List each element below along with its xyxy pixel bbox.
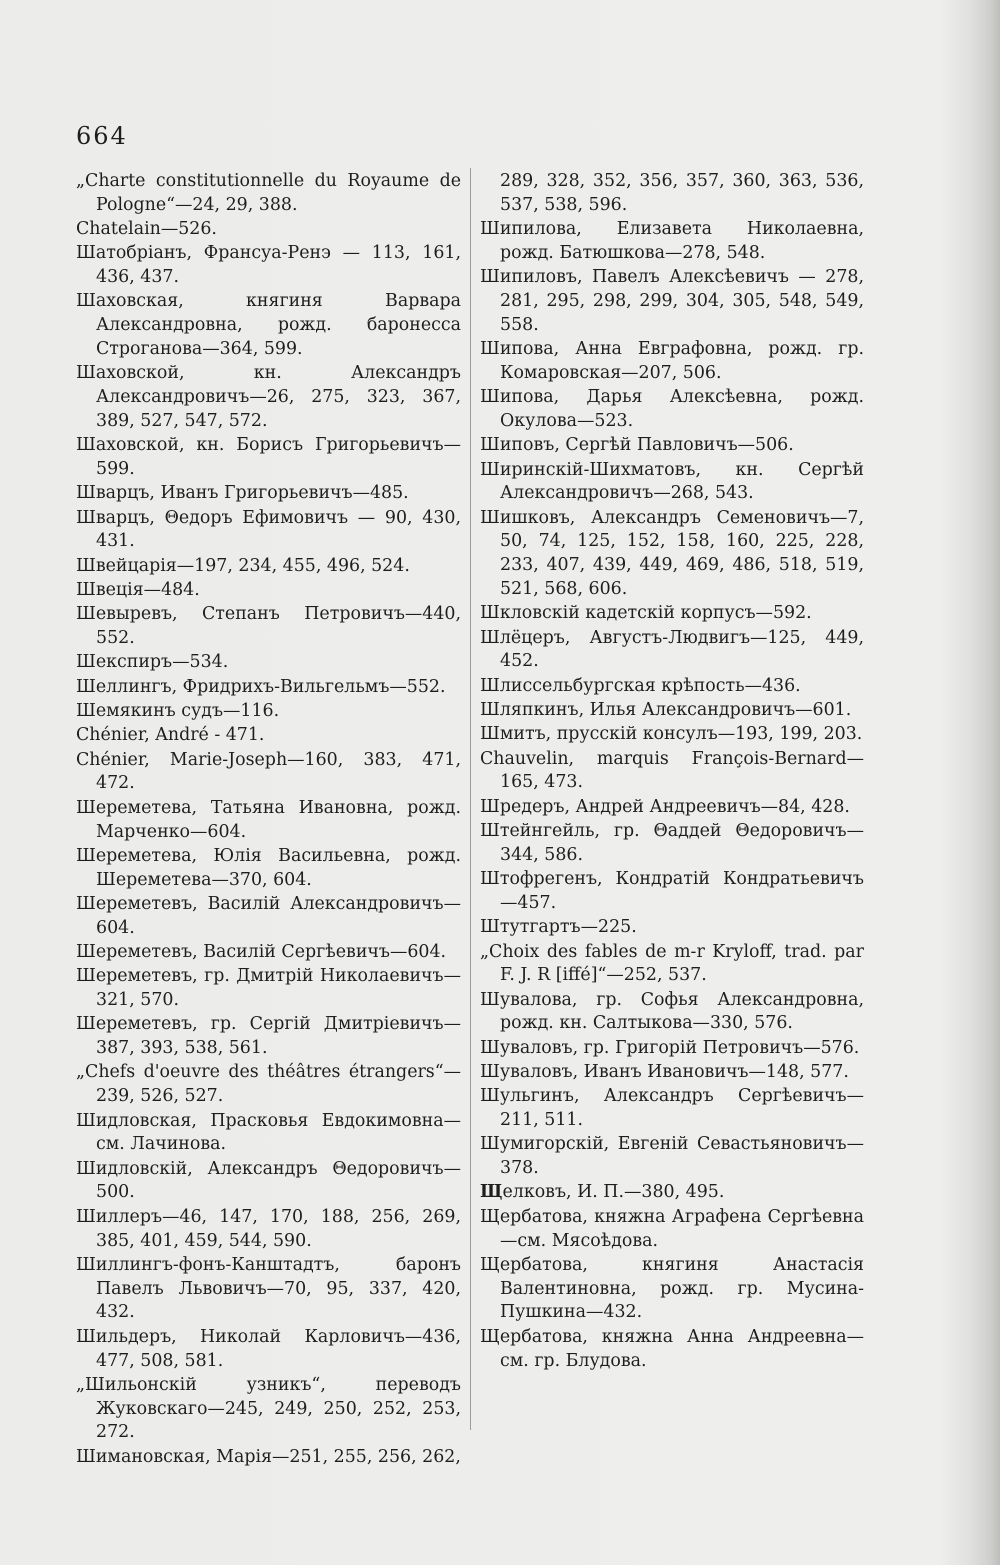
index-entry: Chénier, André - 471. [76,725,265,746]
index-entry: Шредеръ, Андрей Андреевичъ—84, 428. [480,796,850,817]
index-entry [480,1181,864,1205]
index-entry: Шиллеръ—46, 147, 170, 188, 256, 269, 385, 401, 459, 544, 590. [76,1206,461,1251]
index-entry: Шаховская, княгиня Варвара Александровна, рожд. баронесса Строганова—364, 599. [76,291,461,360]
index-entry: Ширинскій-Шихматовъ, кн. Сергѣй Александровичъ—268, 543. [480,459,864,504]
index-entry: Штофрегенъ, Кондратій Кондратьевичъ—457. [480,869,864,913]
index-entry: Шварцъ, Иванъ Григорьевичъ—485. [76,483,409,504]
index-entry: Шипилова, Елизавета Николаевна, рожд. Батюшкова—278, 548. [480,219,864,263]
index-entry: Шипова, Дарья Алексѣевна, рожд. Окулова—523. [480,387,864,431]
index-entry: „Charte constitutionnelle du Royaume de Pologne“—24, 29, 388. [76,171,461,215]
index-entry: „Choix des fables de m-r Kryloff, trad. par F. J. R [iffé]“—252, 537. [480,941,864,986]
index-entry: Шереметева, Юлія Васильевна, рожд. Шереметева—370, 604. [76,845,461,890]
index-entry: Шеллингъ, Фридрихъ-Вильгельмъ—552. [76,676,446,697]
index-entry-text: елковъ, И. П.—380, 495. [502,1182,725,1203]
index-entry: „Шильонскій узникъ“, переводъ Жуковскаго—245, 249, 250, 252, 253, 272. [76,1374,461,1443]
index-entry: Шильдеръ, Николай Карловичъ—436, 477, 508, 581. [76,1326,461,1371]
index-entry: Шевыревъ, Степанъ Петровичъ—440, 552. [76,604,461,649]
index-entry: Шереметевъ, Василій Сергѣевичъ—604. [76,942,447,962]
index-entry: Шувалова, гр. Софья Александровна, рожд. кн. Салтыкова—330, 576. [480,989,864,1034]
index-entry: Шмитъ, прусскій консулъ—193, 199, 203. [480,724,863,745]
index-entry: „Chefs d'oeuvre des théâtres étrangers“—239, 526, 527. [76,1062,461,1107]
index-entry: Щербатова, княжна Анна Андреевна—см. гр. Блудова. [480,1326,864,1371]
index-entry: Шиллингъ-фонъ-Канштадтъ, баронъ Павелъ Львовичъ—70, 95, 337, 420, 432. [76,1254,461,1323]
index-entry: Шляпкинъ, Илья Александровичъ—601. [480,700,852,721]
index-entry: Швейцарія—197, 234, 455, 496, 524. [76,555,410,576]
index-entry: Шишковъ, Александръ Семеновичъ—7, 50, 74, 125, 152, 158, 160, 225, 228, 233, 407, 439, 449, 469, 486, 518, 519, 521, 568, 606. [480,507,864,600]
index-entry: Шипова, Анна Евграфовна, рожд. гр. Комаровская—207, 506. [480,339,864,383]
index-entry: Шумигорскій, Евгеній Севастьяновичъ—378. [480,1134,864,1179]
index-column-right [480,170,864,1374]
index-entry: Chauvelin, marquis François-Bernard—165, 473. [480,748,864,793]
index-entry: Chénier, Marie-Joseph—160, 383, 471, 472. [76,749,461,794]
index-entry: Шуваловъ, Иванъ Ивановичъ—148, 577. [480,1061,849,1082]
index-entry: Шекспиръ—534. [76,652,229,673]
index-entry: Шиповъ, Сергѣй Павловичъ—506. [480,435,794,456]
index-entry: Шемякинъ судъ—116. [76,701,280,722]
index-entry: Шкловскій кадетскій корпусъ—592. [480,603,812,624]
index-entry: Шатобріанъ, Франсуа-Ренэ — 113, 161, 436, 437. [76,243,461,288]
index-entry: Шидловскій, Александръ Θедоровичъ—500. [76,1158,461,1203]
index-entry: Chatelain—526. [76,219,217,240]
index-entry: Шипиловъ, Павелъ Алексѣевичъ — 278, 281, 295, 298, 299, 304, 305, 548, 549, 558. [480,267,864,335]
index-entry: Шереметева, Татьяна Ивановна, рожд. Марченко—604. [76,797,461,842]
section-letter: Щ [480,1182,503,1203]
index-entry: Шаховской, кн. Борисъ Григорьевичъ—599. [76,435,461,480]
index-entry: Шимановская, Марія—251, 255, 256, 262, [76,1446,461,1467]
index-entry: Шаховской, кн. Александръ Александровичъ—26, 275, 323, 367, 389, 527, 547, 572. [76,363,461,431]
column-divider [470,168,471,1430]
index-entry: Шварцъ, Θедоръ Ефимовичъ — 90, 430, 431. [76,507,461,552]
index-entry: Шуваловъ, гр. Григорій Петровичъ—576. [480,1037,860,1058]
index-entry: Шлиссельбургская крѣпость—436. [480,675,801,696]
index-entry: Шереметевъ, Василій Александровичъ—604. [76,893,461,938]
index-entry: Щербатова, княжна Аграфена Сергѣевна—см. Мясоѣдова. [480,1206,864,1251]
index-entry-continuation: 289, 328, 352, 356, 357, 360, 363, 536, 537, 538, 596. [500,171,864,215]
index-entry: Шидловская, Прасковья Евдокимовна—см. Лачинова. [76,1110,461,1155]
index-entry: Швеція—484. [76,580,200,601]
index-entry: Штутгартъ—225. [480,917,637,938]
index-entry: Штейнгейль, гр. Θаддей Θедоровичъ—344, 586. [480,821,864,865]
index-entry: Шереметевъ, гр. Дмитрій Николаевичъ—321, 570. [76,966,461,1011]
index-column-left [76,170,461,1470]
page-number: 664 [76,122,128,150]
index-entry: Щербатова, княгиня Анастасія Валентиновна, рожд. гр. Мусина-Пушкина—432. [480,1254,864,1323]
index-entry: Шульгинъ, Александръ Сергѣевичъ—211, 511. [480,1086,864,1131]
index-entry: Шлёцеръ, Августъ-Людвигъ—125, 449, 452. [480,627,864,672]
index-entry: Шереметевъ, гр. Сергій Дмитріевичъ—387, 393, 538, 561. [76,1014,461,1059]
